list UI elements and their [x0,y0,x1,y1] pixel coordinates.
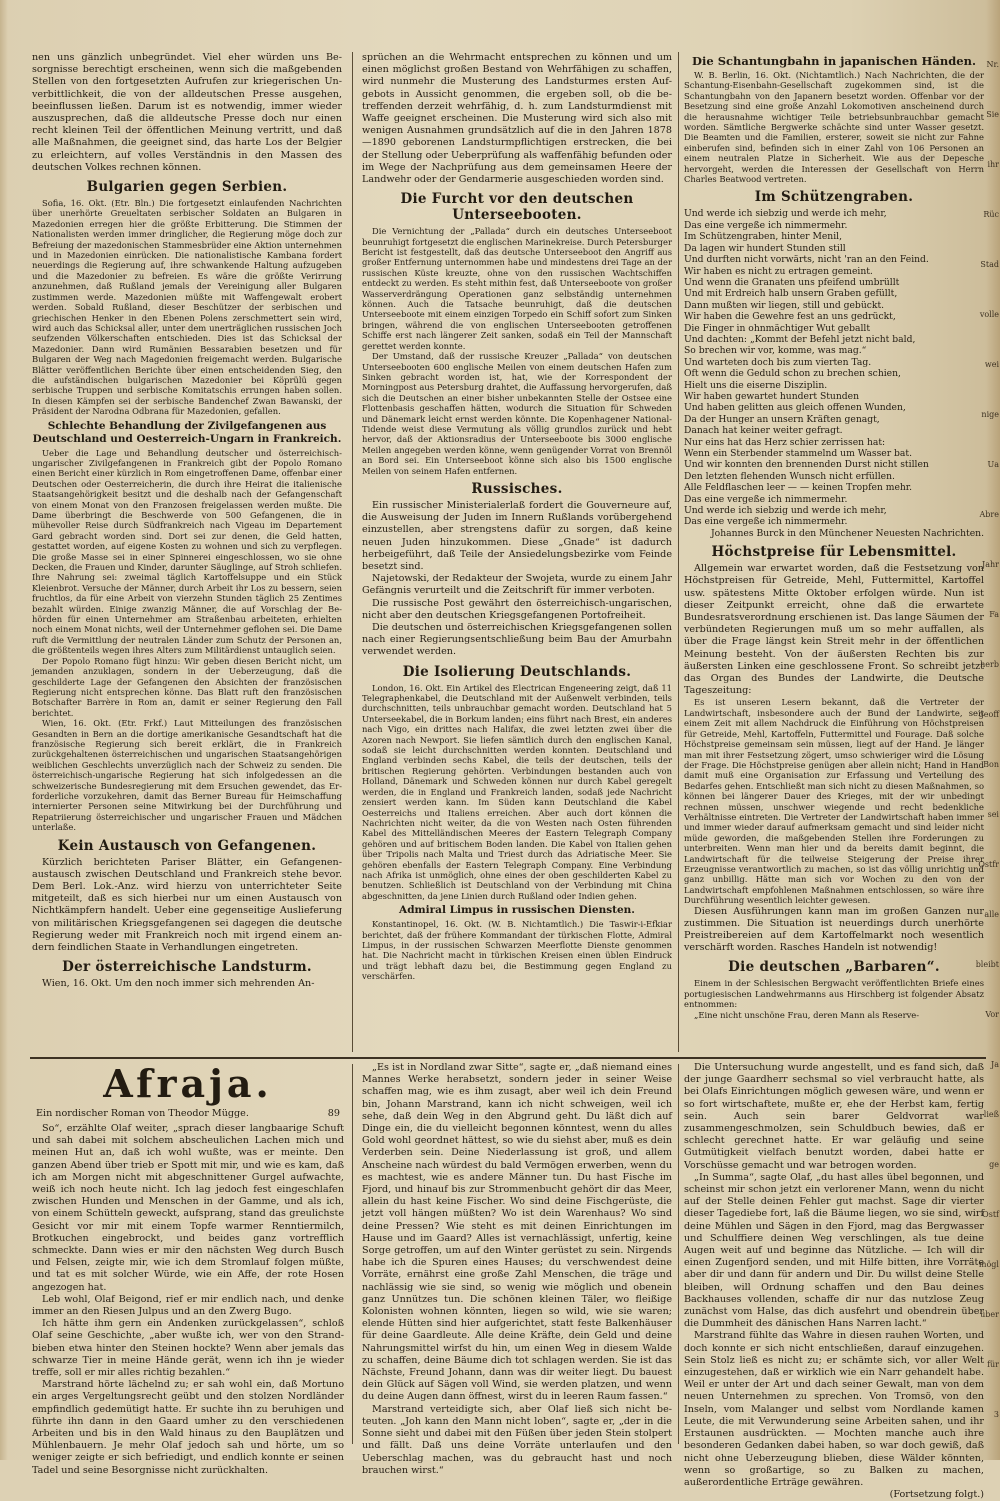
edge-fragment: Ostf [982,1210,999,1219]
article-behandlung: Ueber die Lage und Behandlung deutscher und österreichisch-ungarischer Zivilgefangenen in Frankreich gibt der Popolo Romano einen Bericht einer kürzlich in Rom eingetroffenen Dame, offenbar einer Deutschen oder Oesterreicherin, die durch ihre Heirat die italienische Staatsangehörigkeit besitzt und die deshalb nach der Gefangenschaft von einem Monat von den Franzosen freigelassen werden mußte. Die Dame überbringt die Beschwerde von 500 Gefangenen, die in mühevoller Reise durch Südfrankreich nach Vigeau im Departement Gard gebracht worden sind. Dort sei zur denen, die Geld hatten, gestattet worden, auf eigene Kosten zu wohnen und sich zu verpflegen. Die große Masse sei in einer Spinnerei eingeschlossen, wo sie ohne Decken, die Frauen und Kinder, darunter Säuglinge, auf Stroh schliefen. Ihre Nahrung sei: zweimal täglich Kartoffelsuppe und ein Stück Kleienbrot. Versuche der Männer, durch Arbeit ihr Los zu bessern, seien fruchtlos, da für eine Arbeit von vierzehn Stunden täglich 25 Zentimes bezahlt würden. Einige zwanzig Männer, die auf Vorschlag der Behörden für einen Unternehmer am Straßenbau arbeiteten, erhielten noch einem Monat nichts, weil der Unternehmer geflohen sei. Die Dame ruft die Vermittlung der neutralen Länder zum Schutz der Personen an, die größtenteils wegen ihres Alters zum Militärdienst untauglich seien. [32,447,342,656]
edge-fragment: 3 [993,1410,999,1419]
feuilleton-text-1d: Marstrand hörte lächelnd zu; er sah wohl ein, daß Mortuno ein arges Vergeltungsrecht geübt und den stolzen Nordländer empfindlich gedemütigt hatte. Er suchte ihn zu beruhigen und führte ihn dann in den Gaard umher zu den verschiedenen Arbeiten und bis in den Wald hinaus zu den Bauplätzen und Mühlenbauern. Je mehr Olaf jedoch sah und hörte, um so weniger zeigte er sich befriedigt, und endlich konnte er seinen Tadel und seine Besorgnisse nicht zurückhalten. [32,1379,344,1476]
feuilleton-text-3c: Marstrand fühlte das Wahre in diesen rauhen Worten, und doch konnte er sich nicht entschließen, darauf einzugehen. Sein Stolz ließ es nicht zu; er schämte sich, vor aller Welt einzugestehen, daß er wirklich wie ein Narr gehandelt habe. Weil er unter der Art und dach seiner Gewalt, man von dem neuen Unternehmen zu sprechen. Von Tromsö, von den Inseln, vom Malanger und selbst vom Nordlande kamen Leute, die mit Verwunderung seine Arbeiten sahen, und ihr Erstaunen ausdrückten. — Mochten manche auch ihre besonderen Gedanken dabei haben, so war doch gewiß, daß nicht ohne Ueberzeugung blieben, diese Wälder könnten, wenn so großartige, so zu Balken zu machen, außerordentliche Erträge gewähren. [684,1330,984,1488]
poem-line: Das eine vergeße ich nimmermehr. [684,493,848,505]
article-russisches: Ein russischer Ministerialerlaß fordert die Gouverneure auf, die Ausweisung der Juden im Innern Rußlands vorübergehend einzustellen, aber strengstens dafür zu sorgen, daß keine neuen Juden hinzukommen. Diese „Gnade“ ist dadurch herbeigeführt, daß Teile der Ansiedelungsbezirke vom Feinde besetzt sind. [362,499,672,572]
poem-line: Nur eins hat das Herz schier zerrissen hat: [684,436,886,448]
edge-fragment: bleibt [975,960,999,969]
poem-credit: Johannes Burck in den Münchener Neuesten Nachrichten. [710,527,984,539]
feuilleton-subtitle: Ein nordischer Roman von Theodor Mügge. [36,1108,249,1119]
edge-fragment: herb [980,660,999,669]
edge-fragment: mögl [978,1260,999,1269]
article-schantung: W. B. Berlin, 16. Okt. (Nichtamtlich.) Nach Nachrichten, die der Schantung-Eisenbahn-Gesellschaft zugekommen sind, ist die Schantungbahn von den Japanern besetzt worden. Offenbar vor der Besetzung sind eine große Anzahl Lokomotiven anscheinend durch die herausnahme wichtiger Teile betriebsunbrauchbar gemacht worden. Sämtliche Bergwerke schächte sind unter Wasser gesetzt. Die Beamten und die Familien, ersterer, soweit sie nicht zur Fahne einberufen sind, befinden sich in einer Zahl von 106 Personen an einem neutralen Platze in Sicherheit. Wie aus der Depesche hervorgeht, werden die Interessen der Gesellschaft von Herrn Charles Beatwood vertreten. [684,70,984,185]
article-hoechst-2: Diesen Ausführungen kann man im großen Ganzen nur zustimmen. Die Situation ist neuerdings durch unerhörte Preistreibereien auf dem Kartoffelmarkt noch wesentlich verschärft worden. Rasches Handeln ist notwendig! [684,905,984,954]
headline-barbaren: Die deutschen „Barbaren“. [728,959,940,976]
feuilleton-rule-1 [352,1064,353,1444]
edge-fragment: volle [979,310,999,319]
poem-line: Die Finger in ohnmächtiger Wut geballt [684,322,871,334]
article-bulgarien: Sofia, 16. Okt. (Etr. Bln.) Die fortgesetzt einlaufenden Nachrichten über unerhörte Greueltaten serbischer Soldaten an Bulgaren in Mazedonien erregen hier die größte Erbitterung. Die Stimmen der Nationalisten werden immer dringlicher, die Regierung möge doch zur Befreiung der mazedonischen Stammesbrüder eine Aktion unternehmen und in Mazedonien einrücken. Die nationalistische Kambana fordert neuerdings die Regierung auf, ihre schwankende Haltung aufzugeben und die Mazedonier zu befreien. Es wäre die größte Verirrung anzunehmen, daß Rußland jemals der Vereinigung aller Bulgaren zustimmen werde. Mazedonien müßte mit Waffengewalt erobert werden. Sobald Rußland, dieser Beschützer der serbischen und griechischen Henker in den Ebenen Polens zerschmettert sein wird, wird auch das Schicksal aller, unter dem unerträglichen russischen Joch seufzenden Völkerschaften entschieden. Dies ist das Schicksal der Mazedonier. Dann wird Rumänien Bessarabien besetzen und für Bulgaren der Weg nach Magedonien freigemacht werden. Bulgarische Blätter veröffentlichen Berichte über einen entscheidenden Sieg, den die aufständischen bulgarischen Mazedonier bei Köprülü gegen serbische Truppen und serbische Komitatschis errungen haben sollen. In diesen Kämpfen sei der serbische Bandenchef Zwan Bawanski, der Präsident der Narodna Odbrana für Mazedonien, gefallen. [32,198,342,417]
headline-bulgarien: Bulgarien gegen Serbien. [86,179,288,196]
article-barbaren-2: „Eine nicht unschöne Frau, deren Mann als Reserve- [694,1009,920,1020]
article-intro: nen uns gänzlich unbegründet. Viel eher würden uns Besorgnisse berechtigt erscheinen, wenn sich die maßgebenden Stellen von den fortgesetzten Aufrufen zur kriegerischen Unverbittlichkeit, die von der alldeutschen Presse ausgehen, beeinflussen ließen. Darum ist es notwendig, immer wieder auszusprechen, daß die alldeutsche Presse doch nur einen recht kleinen Teil der öffentlichen Meinung vertritt, und daß alle Maßnahmen, die geeignet sind, das harte Los der Belgier zu erleichtern, auf volles Verständnis in den Massen des deutschen Volkes rechnen können. [32,52,342,173]
edge-fragment: wei [984,360,999,369]
column-3 [684,52,984,1054]
article-landsturm: Wien, 16. Okt. Um den noch immer sich mehrenden An- [42,978,315,990]
headline-limpus: Admiral Limpus in russischen Diensten. [399,904,635,917]
poem-line: Und wir konnten den brennenden Durst nicht stillen [684,459,929,471]
column-rule-1 [352,52,353,1052]
poem-line: Alle Feldflaschen leer — — keinen Tropfen mehr. [684,482,913,494]
feuilleton-text-2b: Marstrand verteidigte sich, aber Olaf ließ sich nicht beteuten. „Joh kann den Mann nicht loben“, sagte er, „der in die Sonne sieht und dabei mit den Füßen über jeden Stein stolpert und fällt. Daß uns deine Vorräte unterlaufen und den Ueberschlag machen, was du gebraucht hast und noch brauchen wirst.“ [362,1403,672,1476]
headline-graben: Im Schützengraben. [754,189,914,206]
article-russisches-2: Najetowski, der Redakteur der Swojeta, wurde zu einem Jahr Gefängnis verurteilt und die Zeitschrift für immer verboten. [362,573,672,597]
edge-fragment: Bon [983,760,999,769]
article-russisches-4: Die deutschen und österreichischen Kriegsgefangenen sollen nach einer Regierungsentschließung beim Bau der Amurbahn verwendet werden. [362,622,672,658]
edge-fragment: Nr. [986,60,999,69]
edge-fragment: Stad [980,260,999,269]
feuilleton-text-3: Die Untersuchung wurde angestellt, und es fand sich, daß der junge Gaardherr sechsmal so viel verbraucht hatte, als bei Olafs Einrichtungen möglich gewesen wäre, und wenn er so fort wirtschaftete, mußte er, ehe der Herbst kam, fertig sein. Auch sein barer Geldvorrat war zusammengeschmolzen, sein Schuldbuch bewies, daß er schlecht gerechnet hatte. Er war geläufig und seine Gutmütigkeit vielfach benutzt worden, dabei hatte er Vorschüsse gemacht und war betrogen worden. [684,1062,984,1171]
edge-fragment: ließ [983,1110,999,1119]
feuilleton-subtitle-row [32,1108,344,1123]
column-2 [362,52,672,1054]
poem-line: Wir haben die Gewehre fest an uns gedrückt, [684,311,896,323]
article-furcht: Die Vernichtung der „Pallada“ durch ein deutsches Unterseeboot beunruhigt fortgesetzt die englischen Marinekreise. Durch Petersburger Bericht ist festgestellt, daß das deutsche Unterseeboot den Angriff aus großer Entfernung unternommen habe und mindestens drei Tage an der russischen Küste kreuzte, ohne von den russischen Wachtschiffen entdeckt zu werden. Es steht mithin fest, daß Unterseeboote von großer Wasserverdrängung Operationen ganz selbständig unternehmen können. Auch die Tatsache beunruhigt, daß die deutschen Unterseeboote mit einem einzigen Torpedo ein Schiff sofort zum Sinken bringen, während die von englischen Unterseebooten getroffenen Schiffe erst nach längerer Zeit sanken, sodaß ein Teil der Mannschaft gerettet werden konnte. [362,226,672,351]
edge-fragment: Sie [986,110,999,119]
edge-fragment: für [987,1360,999,1369]
headline-furcht: Die Furcht vor den deutschen Unterseebooten. [400,191,634,224]
edge-fragment: Rüc [983,210,999,219]
edge-fragment: Vor [985,1010,999,1019]
poem-line: Und mit Erdreich halb unsern Graben gefüllt, [684,288,898,300]
poem-schuetzengraben [684,208,984,527]
poem-line: Oft wenn die Geduld schon zu brechen schien, [684,368,901,380]
poem-line: Den letzten flehenden Wunsch nicht erfüllen. [684,470,895,482]
headline-behandlung: Schlechte Behandlung der Zivilgefangenen aus Deutschland und Oesterreich-Ungarn in Frankreich. [32,419,342,445]
poem-line: Und haben gelitten aus gleich offenen Wunden, [684,402,906,414]
feuilleton-col-1 [32,1061,344,1476]
poem-line: Und werde ich siebzig und werde ich mehr, [684,505,887,517]
article-wien: Wien, 16. Okt. (Etr. Frkf.) Laut Mitteilungen des französischen Gesandten in Bern an die dortige amerikanische Gesandtschaft hat die französische Regierung sich bereit erklärt, die in Frankreich zurückgehaltenen österreichischen und ungarischen Staatsangehörigen weiblichen Geschlechts unverzüglich nach der Schweiz zu senden. Die österreichisch-ungarische Regierung hat sich infolgedessen an die schweizerische Bundesregierung mit dem Ersuchen gewendet, das Erforderliche vorzukehren, damit das Berner Bureau für Heimschaffung internierter Personen seine Mitwirkung bei der Durchführung und Repatriierung österreichischer und ungarischer Frauen und Mädchen unterlaße. [32,718,342,833]
article-austausch: Kürzlich berichteten Pariser Blätter, ein Gefangenenaustausch zwischen Deutschland und Frankreich stehe bevor. Dem Berl. Lok.-Anz. wird hierzu von unterrichteter Seite mitgeteilt, daß es sich hierbei nur um einen Austausch von Nichtkämpfern handelt. Ueber eine gegenseitige Auslieferung von militärischen Kriegsgefangenen sei dagegen die deutsche Regierung weder mit Frankreich noch mit irgend einem andern feindlichen Staate in Verhandlungen eingetreten. [32,856,342,954]
headline-austausch: Kein Austausch von Gefangenen. [57,837,317,854]
poem-line: Da der Hunger an unsern Kräften genagt, [684,413,880,425]
poem-line: Wenn ein Sterbender stammelnd um Wasser bat. [684,448,913,459]
poem-line: Wir haben gewartet hundert Stunden [684,390,860,402]
feuilleton-text-2: „Es ist in Nordland zwar Sitte“, sagte er, „daß niemand eines Mannes Werke herabsetzt, sondern jeder in seiner Weise schaffen mag, wie es ihm zusagt, aber weil ich dein Freund bin, Johann Marstrand, kann ich nicht schweigen, weil ich sehe, daß dein Weg in den Abgrund geht. Du läßt dich auf Dinge ein, die du vielleicht begonnen könntest, wenn du alles Gold wohl geordnet hättest, so wie du siehst aber, muß es dein Verderben sein. Deine Niederlassung ist groß, und allem Anscheine nach würdest du bald Vermögen erwerben, wenn du es machtest, wie es andere Männer tun. Du hast Fische im Fjord, und hinauf bis zur Strommenbucht gehört dir das Meer, allein du hast keine Fischer. Wo sind deine Fischgerüste, die jetzt voll hängen müßten? Wo ist dein Warenhaus? Wo sind deine Pressen? Wie steht es mit deinen Einrichtungen im Hause und im Gaard? Alles ist vernachlässigt, unfertig, keine Sorge getroffen, um auf den Winter gerüstet zu sein. Nirgends habe ich die Spuren eines Hauses; du verschwendest deine Vorräte, ernährst eine große Zahl Menschen, die träge und nachlässig wie sie sind, so wenig wie möglich und obenein ganz Unnützes tun. Die schönen kleinen Täler, wo fleißige Kolonisten wohnen könnten, liegen so wild, wie sie waren; elende Hütten sind hier aufgerichtet, statt feste Balkenhäuser für deine Gaardleute. Alle deine Kräfte, dein Geld und deine Nahrungsmittel wirfst du hin, um einen Weg in diesem Walde zu schaffen, deine Bäume dich tot schlagen werden. Sie ist das Nächste, Freund Johann, dann was dir weiter liegt. Du bauest dein Glück auf Sägen voll Wind, sie werden platzen, und wenn du deine Augen dann öffnest, wirst du in leeren Raum fassen.“ [362,1062,672,1403]
poem-line: Danach hat keiner weiter gefragt. [684,425,843,437]
poem-line: Und durften nicht vorwärts, nicht 'ran an den Feind. [684,254,929,266]
feuilleton-col-2 [362,1062,672,1476]
feuilleton-col-3 [684,1062,984,1501]
headline-russisches: Russisches. [471,480,563,497]
edge-fragment: alle [984,910,999,919]
poem-line: Und warteten doch bis zum vierten Tag. [684,356,872,368]
edge-fragment: geoff [978,710,999,719]
article-barbaren: Einem in der Schlesischen Bergwacht veröffentlichten Briefe eines portugiesischen Landwehrmanns aus Hirschberg ist folgender Absatz entnommen: [684,978,984,1010]
article-limpus: Konstantinopel, 16. Okt. (W. B. Nichtamtlich.) Die Taswir-i-Efkiar berichtet, daß der frühere Kommandant der türkischen Flotte, Admiral Limpus, in der russischen Schwarzen Meerflotte Dienste genommen hat. Die Nachricht macht in türkischen Kreisen einen üblen Eindruck und trägt lebhaft dazu bei, die Bestimmung gegen England zu verschärfen. [362,919,672,982]
poem-line: Und wenn die Granaten uns pfeifend umbrüllt [684,276,900,288]
edge-fragment: Ostfr [978,860,999,869]
poem-line: Dann mußten wir liegen, still und gebückt. [684,299,885,311]
page-fold-shadow [0,0,8,1460]
article-furcht-2: Der Umstand, daß der russische Kreuzer „Pallada“ von deutschen Unterseebooten 600 englische Meilen von einem deutschen Hafen zum Sinken gebracht worden ist, hat, wie der Korrespondent der Morningpost aus Petersburg drahtet, die Auffassung hervorgerufen, daß sich die Deutschen an einer bisher unbekannten Stelle der Ostsee eine Flottenbasis geschaffen hätten, wodurch die Situation für Schweden und Dänemark leicht ernst werden könnte. Die Kopenhagener National-Tidende weist diese Vermutung als völlig grundlos zurück und hebt hervor, daß der Aktionsradius der Unterseeboote bis 3000 englische Meilen angegeben werden könne, wenn genügender Vorrat von Brennöl an Bord sei. Ein Unterseeboot könne sich also bis 1500 englische Meilen von seinem Hafen entfernen. [362,351,672,476]
headline-landsturm: Der österreichische Landsturm. [62,959,312,976]
column-1 [32,52,342,1054]
feuilleton-text-1c: Ich hätte ihm gern ein Andenken zurückgelassen“, schloß Olaf seine Geschichte, „aber wußte ich, wer von den Strandbieben etwa hinter den Steinen hockte? Wenn aber jemals das schwarze Tier in meine Hände gerät, wenn ich ihn je wieder treffe, soll er mir alles richtig bezahlen.“ [32,1318,344,1379]
poem-line: Das eine vergeße ich nimmermehr. [684,516,848,528]
feuilleton-number: 89 [327,1108,340,1119]
headline-hoechstpreise: Höchstpreise für Lebensmittel. [711,544,957,561]
edge-fragment: Ua [987,460,999,469]
poem-line: Hielt uns die eiserne Disziplin. [684,379,828,391]
poem-line: Im Schützengraben, hinter Menil, [684,231,843,243]
edge-fragment: über [980,1310,999,1319]
article-popolo: Der Popolo Romano fügt hinzu: Wir geben diesen Bericht nicht, um jemanden anzuklagen, sondern in der Ueberzeugung, daß die geschilderte Lage der Gefangenen den Absichten der französischen Regierung nicht entsprechen könne. Das Blatt ruft den französischen Botschafter Barrère in Rom an, damit er seiner Regierung den Fall berichtet. [32,655,342,718]
edge-fragment: Abre [979,510,999,519]
feuilleton-text-3b: „In Summa“, sagte Olaf, „du hast alles übel begonnen, und scheinst mir schon jetzt ein verlorener Mann, wenn du nicht auf der Stelle deinen Fehler gut machst. Sage dir vierter dieser Tagediebe fort, laß die Bäume liegen, wo sie sind, wirf deine Mühlen und Sägen in den Fjord, mag das Bergwasser und Schulffiere deinen Weg verschlingen, als tue deine Augen weit auf und beginne das Nützliche. — Ich will dir einen Zugenfjord senden, und mit Hilfe bitten, ihre Vorräte aber dir und dann für andern und Dir. Du willst deine Stelle bleiben, will Ordnung schaffen und den Bau deines Backhauses vollenden, schaffe dir nur das nutzlose Zeug zunächst vom Halse, das dich ausfehrt und obendrein über die Dummheit des dänischen Hans Narren lacht.“ [684,1171,984,1330]
feuilleton-rule-2 [678,1064,679,1444]
feuilleton-text-1: So“, erzählte Olaf weiter, „sprach dieser langbaarige Schuft und sah dabei mit solchem abscheulichen Lachen mich und meinen Hut an, daß ich wohl wußte, was er meinte. Den ganzen Abend über trieb er Spott mit mir, und wie es kam, daß ich am Morgen nicht mit abgeschnittener Gurgel aufwachte, weiß ich noch heute nicht. Ich lag jedoch fest eingeschlafen zwischen Hunden und Menschen in der Gamme, und als ich, von einem Schütteln geweckt, aufsprang, stand das greulichste Gesicht vor mir mit einem Topfe warmer Renntiermilch, Brotkuchen eingebrockt, und beides ganz vortrefflich schmeckte. Dann wies er mir den nächsten Weg durch Busch und Felsen, zeigte mir, wie ich dem Stromlauf folgen müßte, und tat es mit solcher Würde, wie ein Affe, der rote Hosen angezogen hat. [32,1123,344,1293]
feuilleton-rule [30,1057,990,1059]
poem-line: Das eine vergeße ich nimmermehr. [684,219,848,231]
edge-fragment: Jahr [982,560,999,569]
article-isolierung: London, 16. Okt. Ein Artikel des Electrican Engeneering zeigt, daß 11 Telegraphenkabel, die Deutschland mit der Außenwelt verbinden, teils durchschnitten, teils unbrauchbar gemacht worden. Deutschland hat 5 Unterseekabel, die in Borkum landen; eins führt nach Brest, ein anderes nach Vigo, ein drittes nach Halifax, die zwei letzten zwei über die Azoren nach Newport. Sie liefen sämtlich durch den englischen Kanal, sodaß sie leicht durchschnitten werden konnten. Deutschland und England verbinden sechs Kabel, die teils der deutschen, teils der britischen Regierung gehörten. Verbindungen bestanden auch von Holland, Dänemark und Schweden können nur durch Kabel geregelt werden, die in England und Frankreich landen, sodaß jede Nachricht zensiert werden kann. Im Süden kann Deutschland die Kabel Oesterreichs und Italiens erreichen. Aber auch dort können die Nachrichten nicht weiter, da die von Westen nach Osten führenden Kabel des Mittelländischen Meeres der Eastern Telegraph Company gehören und auf britischem Boden landen. Die Kabel von Italien gehen über Tripolis nach Malta und Triest durch das Adriatische Meer. Sie gehören ebenfalls der Eastern Telegraph Company. Eine Verbindung nach Afrika ist unmöglich, ohne eines der oben geschilderten Kabel zu benutzen. Schließlich ist Deutschland von der Verbindung mit China abgeschnitten, da jene Linien durch Rußland oder Indien gehen. [362,682,672,901]
feuilleton-text-1b: Leb wohl, Olaf Beigond, rief er mir endlich nach, und denke immer an den Riesen Julpus und an den Zwerg Bugo. [32,1293,344,1318]
adjacent-page-edge [983,0,1000,1460]
edge-fragment: ge [989,1160,999,1169]
poem-line: Und dachten: „Kommt der Befehl jetzt nicht bald, [684,333,916,345]
article-landsturm-cont: sprüchen an die Wehrmacht entsprechen zu können und um einen möglichst großen Bestand von Wehrfähigen zu schaffen, wird nunmehr die Musterung des Landsturmes ersten Aufgebots in Aussicht genommen, die ergeben soll, ob die betreffenden derzeit wehrfähig, d. h. zum Landsturmdienst mit Waffe geeignet erscheinen. Die Musterung wird sich also mit wenigen Ausnahmen grundsätzlich auf die in den Jahren 1878—1890 geborenen Landsturmpflichtigen erstrecken, die bei der Stellung oder Ueberprüfung als waffenfähig befunden oder im Wege der Nachprüfung aus dem gemeinsamen Heere der Landwehr oder der Gendarmerie ausgeschieden worden sind. [362,52,672,186]
poem-line: Wir haben es nicht zu ertragen gemeint. [684,265,873,277]
headline-schantung: Die Schantungbahn in japanischen Händen. [692,54,976,68]
edge-fragment: sei [987,810,999,819]
edge-fragment: nige [981,410,999,419]
feuilleton-title: Afraja. [103,1061,273,1106]
edge-fragment: ihr [987,160,999,169]
article-russisches-3: Die russische Post gewährt den österreichisch-ungarischen, nicht aber den deutschen Kriegsgefangenen Portofreiheit. [362,597,672,621]
edge-fragment: Ja [991,1060,999,1069]
headline-isolierung: Die Isolierung Deutschlands. [402,663,632,680]
poem-line: So brechen wir vor, komme, was mag.“ [684,345,867,357]
article-hoechst-quote: Es ist unseren Lesern bekannt, daß die Vertreter der Landwirtschaft, insbesondere auch der Bund der Landwirte, seit einem Zeit mit allem Nachdruck die Einführung von Höchstpreisen für Getreide, Mehl, Kartoffeln, Futtermittel und Fourage. Daß solche Höchstpreise gemeinsam sein müssen, liegt auf der Hand. Je länger man mit ihrer Festsetzung zögert, umso schwieriger wird die Lösung der Frage. Die Höchstpreise genügen aber allein nicht; Hand in Hand damit muß eine Organisation zur Erfassung und Verteilung des Bedarfes gehen. Entschließt man sich nicht zu diesen Maßnahmen, so können bei längerer Dauer des Krieges, mit der wir unbedingt rechnen müssen, unschwer wiegende und recht bedenkliche Verhältnisse eintreten. Die Vertreter der Landwirtschaft haben immer und immer wieder darauf aufmerksam gemacht und sind leider nicht müde geworden, die maßgebenden Stellen ihre Forderungen zu unterbreiten. Wenn man hier und da bereits damit beginnt, die Landwirtschaft für die teilweise Steigerung der Preise ihrer Erzeugnisse verantwortlich zu machen, so ist das völlig unrichtig und ganz unbillig. Hätte man sich vor Wochen zu den von der Landwirtschaft empfohlenen Maßnahmen entschlossen, so wäre ihre Durchführung wesentlich leichter gewesen. [684,697,984,906]
feuilleton-fortsetzung: (Fortsetzung folgt.) [889,1489,984,1501]
column-rule-2 [678,52,679,1052]
poem-line: Und werde ich siebzig und werde ich mehr, [684,208,887,220]
edge-fragment: Fa [989,610,999,619]
article-hoechst: Allgemein war erwartet worden, daß die Festsetzung von Höchstpreisen für Getreide, Mehl, Futtermittel, Kartoffel usw. spätestens Mitte Oktober erfolgen würde. Nun ist dieser Zeitpunkt erreicht, ohne daß die erwartete Bundesratsverordnung erschienen ist. Das lange Säumen der verbündeten Regierungen muß um so mehr auffallen, als über die Frage längst kein Streit mehr in der öffentlichen Meinung besteht. Von der äußersten Rechten bis zur äußersten Linken eine geschlossene Front. So schreibt jetzt das Organ des Bundes der Landwirte, die Deutsche Tageszeitung: [684,563,984,697]
poem-line: Da lagen wir hundert Stunden still [684,242,846,254]
